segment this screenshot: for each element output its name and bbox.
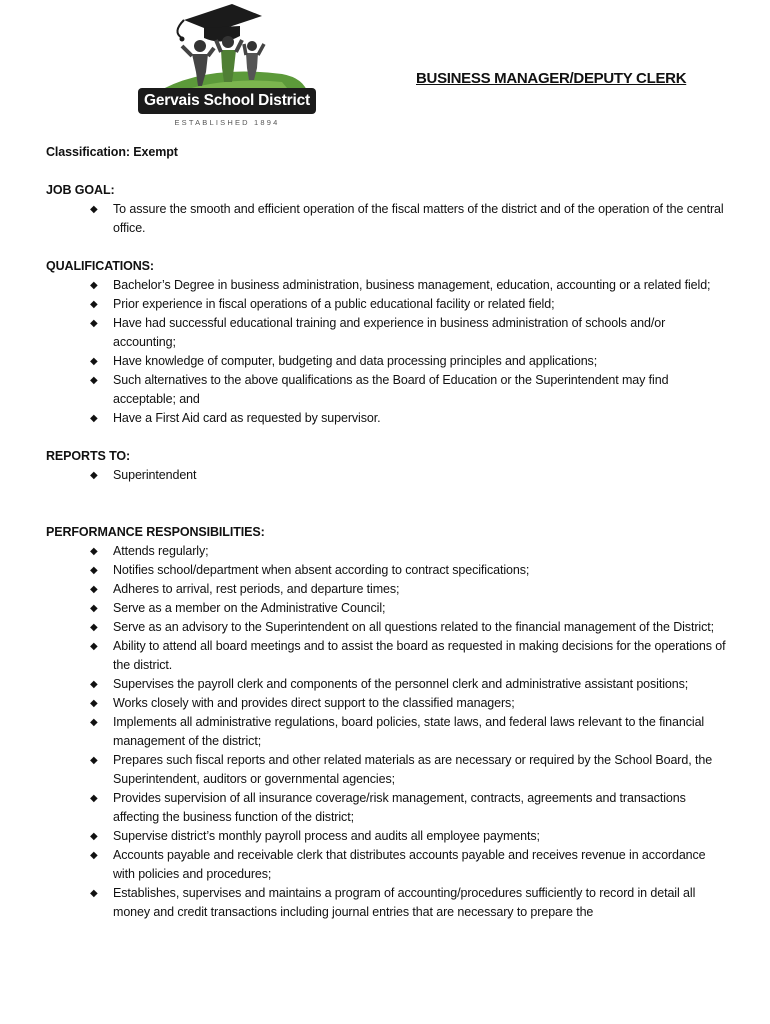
list-item: ◆ Ability to attend all board meetings and to assist the board as requested in making decisions for the operations of the district. [90,639,726,672]
list-item: ◆ Have a First Aid card as requested by supervisor. [46,409,736,428]
page-title: BUSINESS MANAGER/DEPUTY CLERK [416,70,687,87]
bullet-icon: ◆ [90,470,98,481]
bullet-icon: ◆ [90,793,98,804]
section-heading: REPORTS TO: [46,449,131,463]
bullet-icon: ◆ [90,622,98,633]
list-item: ◆ Adheres to arrival, rest periods, and departure times; [46,580,736,599]
bullet-icon: ◆ [90,413,98,424]
list-item: ◆ Have knowledge of computer, budgeting and data processing principles and applications; [46,352,736,371]
list-item: ◆ Accounts payable and receivable clerk that distributes accounts payable and receives revenue in accordance with policies and procedures; [90,848,706,881]
list-item: ◆ Provides supervision of all insurance coverage/risk management, contracts, agreements and transactions affecting the business function of the district; [90,791,686,824]
section-heading: QUALIFICATIONS: [46,259,154,273]
logo-established: ESTABLISHED 1894 [174,118,280,127]
reports-to-list [46,466,736,485]
bullet-icon: ◆ [90,641,98,652]
list-item: ◆ Attends regularly; [46,542,736,561]
bullet-icon: ◆ [90,565,98,576]
section-heading: JOB GOAL: [46,183,115,197]
bullet-icon: ◆ [90,755,98,766]
bullet-icon: ◆ [90,698,98,709]
performance-list [46,542,736,922]
bullet-icon: ◆ [90,318,98,329]
list-item: ◆ Works closely with and provides direct support to the classified managers; [46,694,736,713]
district-logo [132,2,322,128]
section-performance [46,523,736,922]
bullet-icon: ◆ [90,299,98,310]
qualifications-list [46,276,736,428]
list-item: ◆ Serve as an advisory to the Superintendent on all questions related to the financial management of the District; [46,618,736,637]
bullet-icon: ◆ [90,888,98,899]
list-item: ◆ Prepares such fiscal reports and other related materials as are necessary or required by the School Board, the Superintendent, auditors or governmental agencies; [90,753,713,786]
list-item: ◆ Notifies school/department when absent according to contract specifications; [46,561,736,580]
list-item: ◆ Prior experience in fiscal operations of a public educational facility or related field; [46,295,736,314]
list-item: ◆ To assure the smooth and efficient operation of the fiscal matters of the district and of the operation of the central office. [90,202,724,235]
bullet-icon: ◆ [90,584,98,595]
bullet-icon: ◆ [90,280,98,291]
list-item: ◆ Establishes, supervises and maintains a program of accounting/procedures sufficiently to record in detail all money and credit transactions including journal entries that are necessary to prepare the [90,886,696,919]
section-job-goal [46,181,736,238]
list-item: ◆ Superintendent [46,466,736,485]
bullet-icon: ◆ [90,375,98,386]
bullet-icon: ◆ [90,546,98,557]
bullet-icon: ◆ [90,831,98,842]
list-item: ◆ Serve as a member on the Administrative Council; [46,599,736,618]
logo-district-name: Gervais School District [138,88,316,114]
list-item: ◆ Bachelor’s Degree in business administration, business management, education, accounting or a related field; [46,276,736,295]
bullet-icon: ◆ [90,603,98,614]
list-item: ◆ Supervise district’s monthly payroll process and audits all employee payments; [46,827,736,846]
section-qualifications [46,257,736,428]
section-reports-to [46,447,736,485]
list-item: ◆ Such alternatives to the above qualifications as the Board of Education or the Superintendent may find acceptable; and [90,373,669,406]
list-item: ◆ Have had successful educational training and experience in business administration of schools and/or accounting; [90,316,666,349]
bullet-icon: ◆ [90,356,98,367]
document-body [46,143,736,922]
classification-line: Classification: Exempt [46,145,178,159]
list-item: ◆ Supervises the payroll clerk and components of the personnel clerk and administrative assistant positions; [46,675,736,694]
bullet-icon: ◆ [90,850,98,861]
section-heading: PERFORMANCE RESPONSIBILITIES: [46,525,265,539]
bullet-icon: ◆ [90,717,98,728]
job-goal-list [46,200,736,238]
bullet-icon: ◆ [90,679,98,690]
list-item: ◆ Implements all administrative regulations, board policies, state laws, and federal laws relevant to the financial management of the district; [90,715,705,748]
bullet-icon: ◆ [90,204,98,215]
